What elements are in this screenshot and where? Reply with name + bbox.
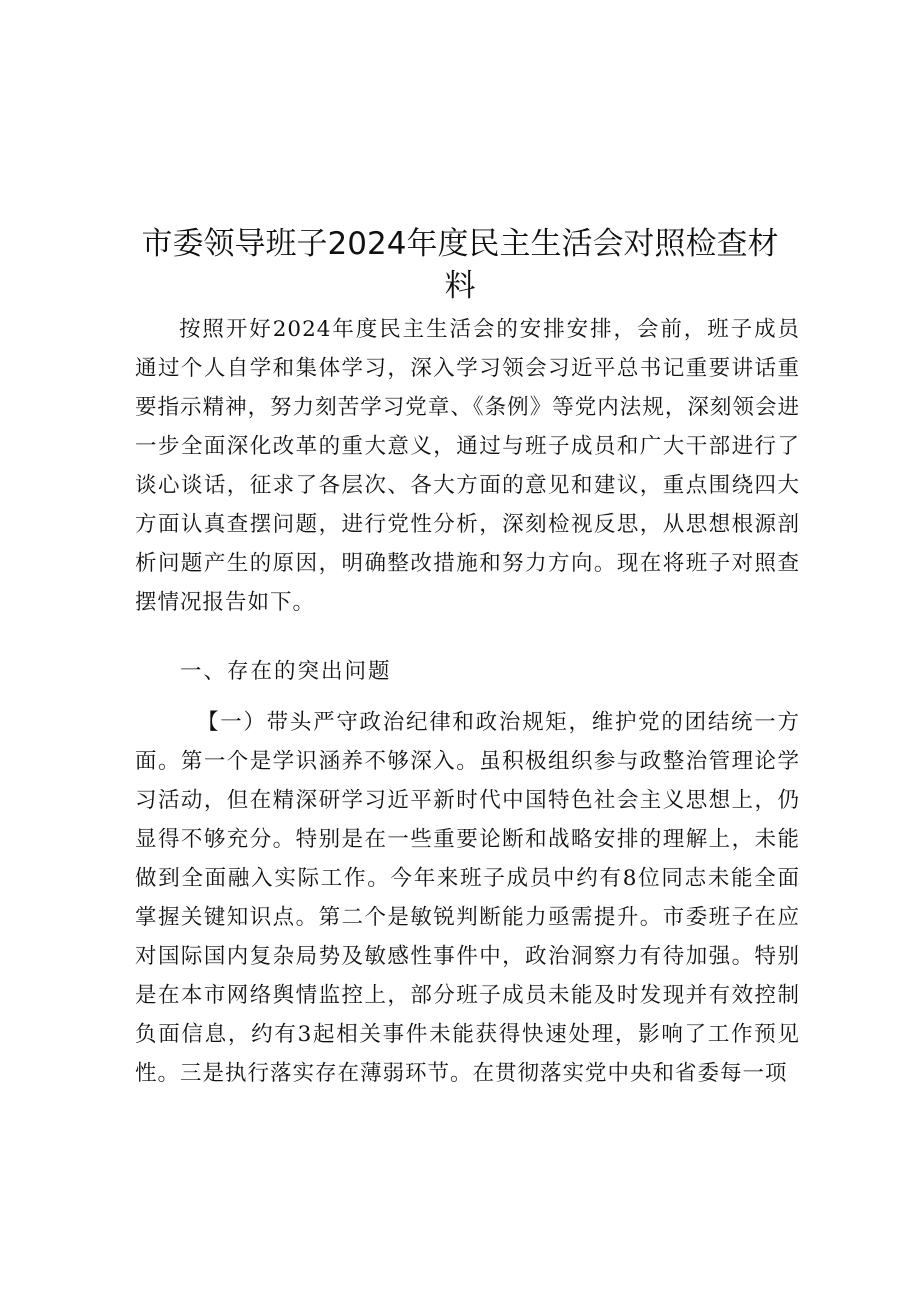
document-title-line1: 市委领导班子2024年度民主生活会对照检查材 [141, 226, 779, 262]
section-heading: 一、存在的突出问题 [180, 659, 392, 684]
document-title-line2: 料 [444, 268, 476, 304]
intro-paragraph: 按照开好2024年度民主生活会的安排安排，会前，班子成员通过个人自学和集体学习，深入学习领会习近平总书记重要讲话重要指示精神，努力刻苦学习党章、《条例》等党内法规，深刻领会进一步全面深化改革的重大意义，通过与班子成员和广大干部进行了谈心谈话，征求了各层次、各大方面的意见和建议，重点围绕四大方面认真查摆问题，进行党性分析，深刻检视反思，从思想根源剖析问题产生的原因，明确整改措施和努力方向。现在将班子对照查摆情况报告如下。 [135, 317, 800, 615]
section-paragraph: 【一）带头严守政治纪律和政治规矩，维护党的团结统一方面。第一个是学识涵养不够深入。虽积极组织参与政整治管理论学习活动，但在精深研学习近平新时代中国特色社会主义思想上，仍显得不够充分。特别是在一些重要论断和战略安排的理解上，未能做到全面融入实际工作。今年来班子成员中约有8位同志未能全面掌握关键知识点。第二个是敏锐判断能力亟需提升。市委班子在应对国际国内复杂局势及敏感性事件中，政治洞察力有待加强。特别是在本市网络舆情监控上，部分班子成员未能及时发现并有效控制负面信息，约有3起相关事件未能获得快速处理，影响了工作预见性。三是执行落实存在薄弱环节。在贯彻落实党中央和省委每一项 [135, 710, 800, 1086]
